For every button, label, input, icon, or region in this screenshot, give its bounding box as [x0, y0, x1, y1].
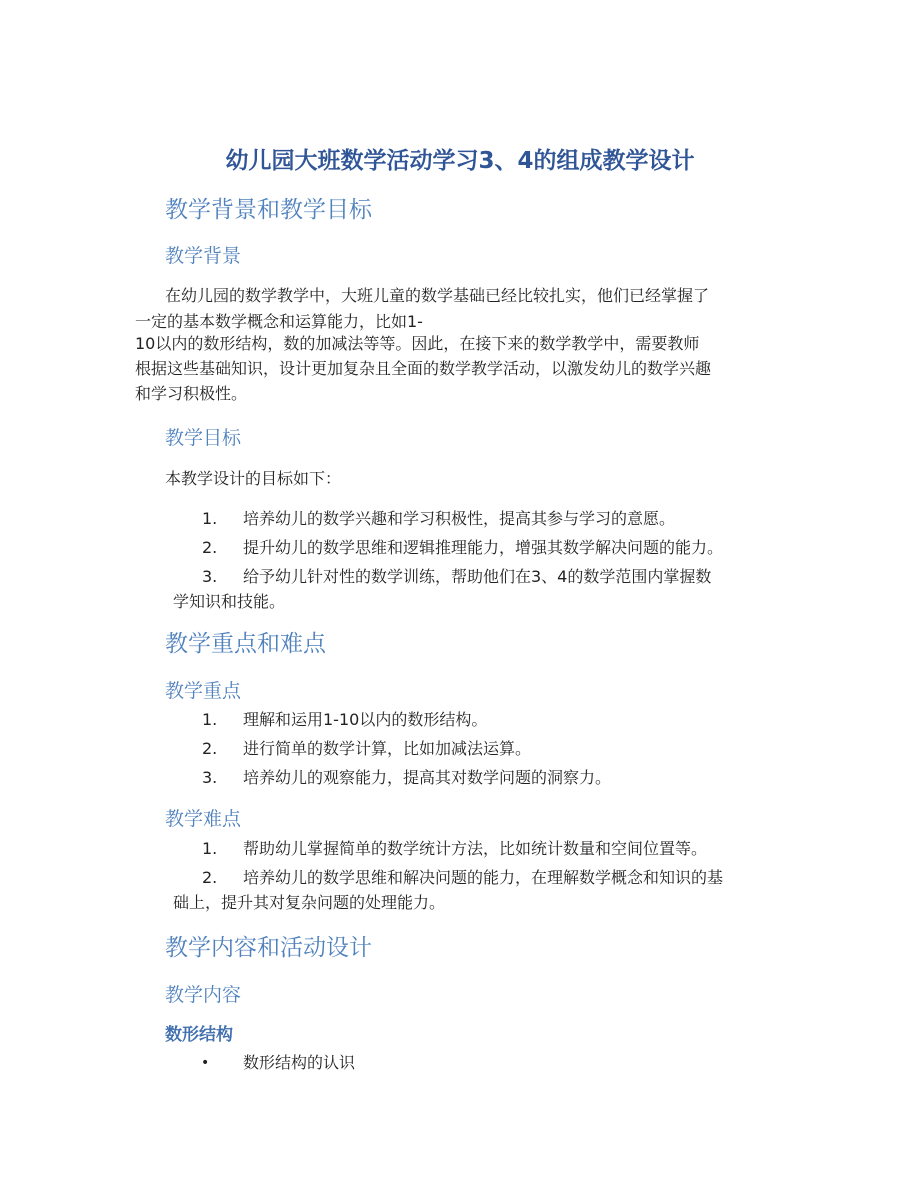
difficulty-text-1: 帮助幼儿掌握简单的数学统计方法，比如统计数量和空间位置等。: [243, 839, 708, 858]
goal-text-3-continued: 学知识和技能。: [173, 592, 286, 611]
bullet-dot-icon: •: [201, 1055, 210, 1071]
goal-text-3: 给予幼儿针对性的数学训练，帮助他们在3、4的数学范围内掌握数: [243, 567, 712, 586]
subsubheading-number-shape-structure: 数形结构: [165, 1025, 233, 1045]
goal-number-1: 1.: [202, 509, 218, 528]
background-paragraph-line-5: 和学习积极性。: [135, 384, 248, 403]
document-title: 幼儿园大班数学活动学习3、4的组成教学设计: [225, 148, 695, 174]
key-number-1: 1.: [202, 710, 218, 729]
section-heading-key-difficult: 教学重点和难点: [165, 631, 326, 657]
subheading-key-points: 教学重点: [165, 680, 242, 702]
key-text-3: 培养幼儿的观察能力，提高其对数学问题的洞察力。: [243, 768, 612, 787]
goal-text-1: 培养幼儿的数学兴趣和学习积极性，提高其参与学习的意愿。: [243, 509, 676, 528]
goal-number-2: 2.: [202, 538, 218, 557]
background-paragraph-line-1: 在幼儿园的数学教学中，大班儿童的数学基础已经比较扎实，他们已经掌握了: [165, 286, 710, 305]
section-heading-content-activity: 教学内容和活动设计: [165, 935, 372, 961]
difficulty-text-2: 培养幼儿的数学思维和解决问题的能力，在理解数学概念和知识的基: [243, 868, 724, 887]
goals-intro: 本教学设计的目标如下：: [165, 469, 342, 488]
subheading-background: 教学背景: [165, 245, 242, 267]
background-paragraph-line-2: 一定的基本数学概念和运算能力，比如1-: [135, 312, 423, 331]
goal-number-3: 3.: [202, 567, 218, 586]
subheading-teaching-content: 教学内容: [165, 984, 242, 1006]
key-text-2: 进行简单的数学计算，比如加减法运算。: [243, 739, 532, 758]
difficulty-number-2: 2.: [202, 868, 218, 887]
bullet-text-1: 数形结构的认识: [243, 1053, 356, 1072]
key-number-3: 3.: [202, 768, 218, 787]
key-text-1: 理解和运用1-10以内的数形结构。: [243, 710, 488, 729]
background-paragraph-line-4: 根据这些基础知识，设计更加复杂且全面的数学教学活动，以激发幼儿的数学兴趣: [135, 359, 712, 378]
section-heading-background-goals: 教学背景和教学目标: [165, 197, 372, 223]
difficulty-number-1: 1.: [202, 839, 218, 858]
key-number-2: 2.: [202, 739, 218, 758]
background-paragraph-line-3: 10以内的数形结构，数的加减法等等。因此，在接下来的数学教学中，需要教师: [135, 334, 700, 353]
difficulty-text-2-continued: 础上，提升其对复杂问题的处理能力。: [173, 893, 446, 912]
subheading-difficult-points: 教学难点: [165, 808, 242, 830]
subheading-goals: 教学目标: [165, 427, 242, 449]
goal-text-2: 提升幼儿的数学思维和逻辑推理能力，增强其数学解决问题的能力。: [243, 538, 724, 557]
